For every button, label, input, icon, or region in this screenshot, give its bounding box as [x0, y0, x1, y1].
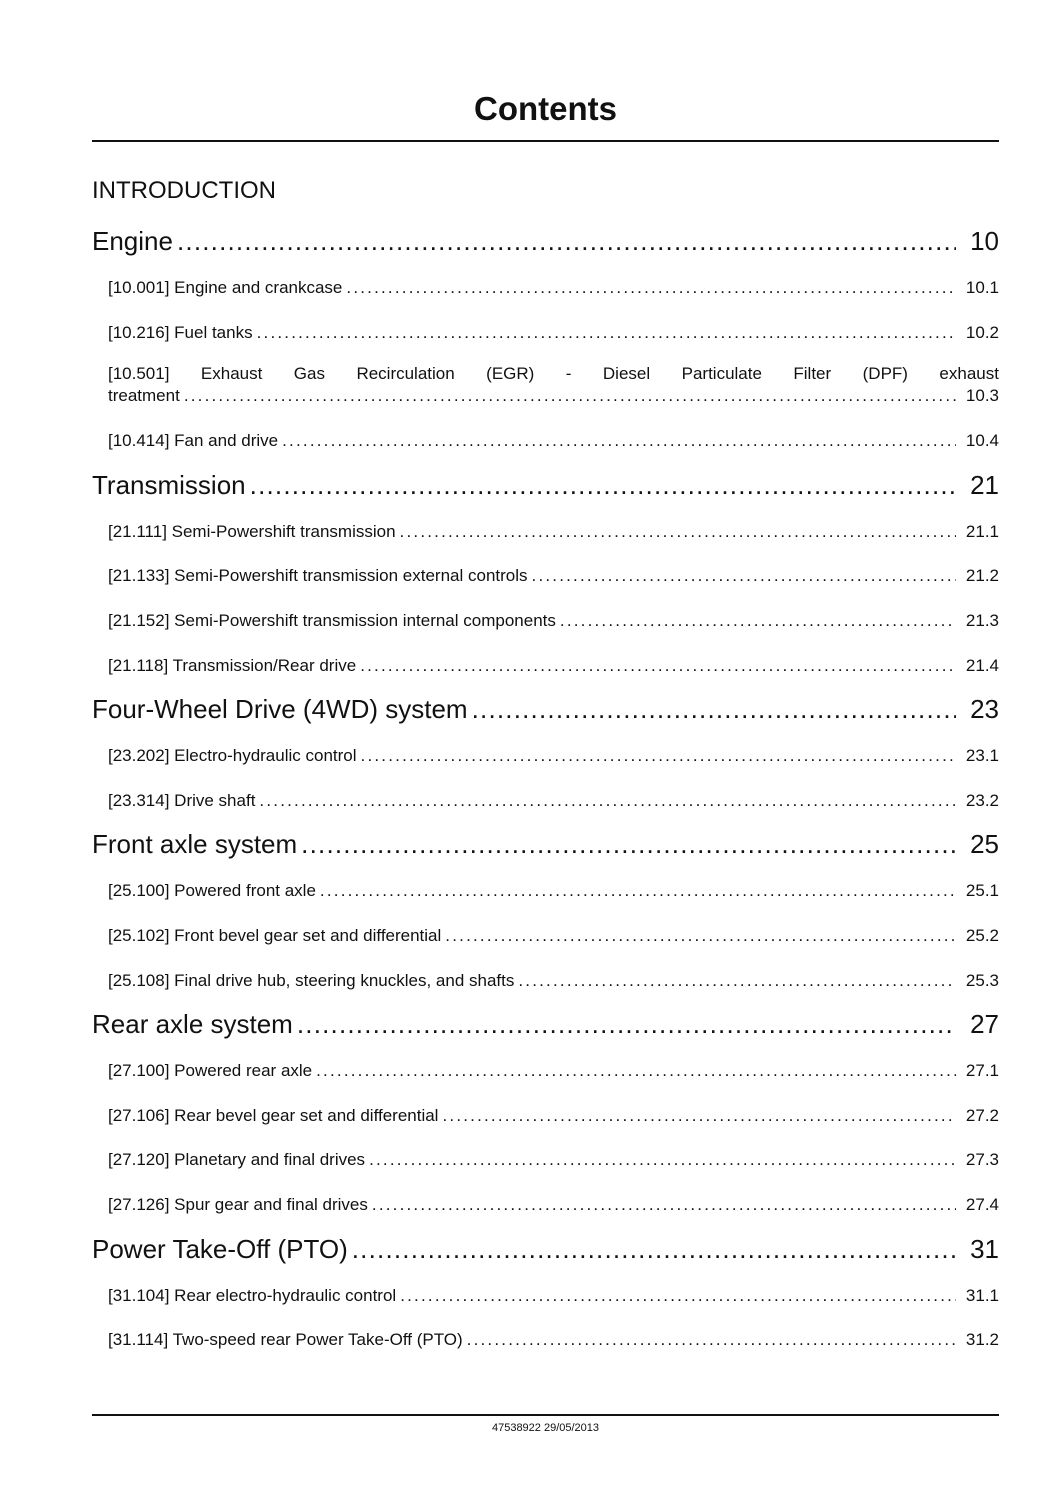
- toc-entry-page: 21.3: [965, 610, 999, 630]
- toc-entry-title: [25.100] Powered front axle: [108, 881, 316, 901]
- toc-entry-title: [21.111] Semi-Powershift transmission: [108, 521, 396, 541]
- toc-entry[interactable]: [92, 266, 999, 311]
- dot-leader: [445, 925, 956, 947]
- toc-entry[interactable]: [92, 914, 999, 959]
- toc-entry[interactable]: [92, 869, 999, 914]
- toc-section[interactable]: [92, 1228, 999, 1274]
- toc-entry-page: 10.3: [965, 386, 999, 406]
- dot-leader: [472, 694, 956, 724]
- toc-entry-word: -: [565, 364, 572, 384]
- toc-section-page: 10: [970, 226, 999, 256]
- dot-leader: [184, 385, 956, 407]
- toc-entry-word: (DPF): [862, 364, 908, 384]
- toc-entry-page: 23.2: [965, 790, 999, 810]
- toc-section-title: Rear axle system: [92, 1009, 293, 1040]
- dot-leader: [177, 226, 956, 256]
- toc-entry-page: 10.1: [965, 278, 999, 297]
- toc-entry-page: 25.3: [965, 970, 999, 990]
- toc-entry-word: Particulate: [681, 364, 762, 384]
- toc-entry-title: [25.108] Final drive hub, steering knuckles, and shafts: [108, 970, 515, 990]
- toc-entry-page: 25.1: [965, 881, 999, 901]
- toc-entry[interactable]: [92, 355, 999, 419]
- dot-leader: [442, 1105, 955, 1127]
- toc-entry-title: [27.106] Rear bevel gear set and differential: [108, 1105, 439, 1125]
- toc-entry-page: 10.4: [965, 431, 999, 451]
- toc-entry[interactable]: [92, 959, 999, 1004]
- toc-section[interactable]: [92, 1003, 999, 1049]
- dot-leader: [346, 277, 956, 299]
- dot-leader: [372, 1194, 956, 1216]
- toc-section[interactable]: [92, 464, 999, 510]
- dot-leader: [467, 1329, 956, 1351]
- toc-section-page: 31: [970, 1233, 999, 1264]
- toc-entry-title: [10.216] Fuel tanks: [108, 322, 253, 342]
- toc-entry-word: Gas: [293, 364, 325, 384]
- toc-entry[interactable]: [92, 1094, 999, 1139]
- toc-entry-page: 21.4: [965, 655, 999, 675]
- toc-entry[interactable]: [92, 419, 999, 464]
- toc-entry-title: [27.120] Planetary and final drives: [108, 1150, 366, 1170]
- toc-entry[interactable]: [92, 1274, 999, 1319]
- toc-entry-word: Filter: [793, 364, 832, 384]
- toc-entry-title: [31.114] Two-speed rear Power Take-Off (PTO): [108, 1330, 463, 1350]
- table-of-contents: [92, 220, 999, 1363]
- toc-entry-title: [21.118] Transmission/Rear drive: [108, 655, 357, 675]
- toc-entry-page: 27.1: [965, 1061, 999, 1081]
- dot-leader: [360, 655, 956, 677]
- page-footer: 47538922 29/05/2013: [491, 1422, 600, 1434]
- dot-leader: [257, 322, 956, 344]
- toc-entry[interactable]: [92, 554, 999, 599]
- toc-section[interactable]: [92, 220, 999, 266]
- dot-leader: [250, 470, 956, 500]
- toc-entry-page: 27.2: [965, 1105, 999, 1125]
- toc-entry-title-continued: treatment: [108, 386, 180, 406]
- toc-entry[interactable]: [92, 1318, 999, 1363]
- toc-entry-title: [10.414] Fan and drive: [108, 431, 279, 451]
- toc-entry-page: 27.4: [965, 1194, 999, 1214]
- toc-section-title: Power Take-Off (PTO): [92, 1233, 348, 1264]
- toc-entry-title: [27.126] Spur gear and final drives: [108, 1194, 368, 1214]
- introduction-heading: INTRODUCTION: [92, 177, 276, 204]
- toc-entry[interactable]: [92, 734, 999, 779]
- dot-leader: [532, 565, 956, 587]
- dot-leader: [352, 1234, 956, 1264]
- title-divider: [92, 140, 999, 142]
- toc-entry[interactable]: [92, 1138, 999, 1183]
- toc-section-page: 25: [970, 829, 999, 860]
- toc-entry-page: 23.1: [965, 746, 999, 766]
- toc-entry-title: [21.152] Semi-Powershift transmission internal components: [108, 610, 556, 630]
- toc-section-page: 27: [970, 1009, 999, 1040]
- toc-entry-word: [10.501]: [108, 364, 170, 384]
- toc-entry-title: [10.001] Engine and crankcase: [108, 278, 343, 297]
- dot-leader: [282, 430, 956, 452]
- toc-entry-word: Recirculation: [356, 364, 455, 384]
- toc-entry-title: [25.102] Front bevel gear set and differential: [108, 925, 442, 945]
- dot-leader: [301, 829, 956, 859]
- toc-entry[interactable]: [92, 779, 999, 824]
- toc-entry-word: exhaust: [939, 364, 999, 384]
- toc-section[interactable]: [92, 823, 999, 869]
- toc-entry-page: 31.1: [965, 1285, 999, 1305]
- toc-entry[interactable]: [92, 644, 999, 689]
- toc-entry-word: Diesel: [602, 364, 651, 384]
- toc-entry-title-line: [108, 363, 999, 385]
- toc-section-page: 23: [970, 694, 999, 725]
- toc-entry-page: 25.2: [965, 925, 999, 945]
- dot-leader: [518, 970, 956, 992]
- toc-section-title: Transmission: [92, 469, 246, 500]
- dot-leader: [316, 1060, 956, 1082]
- toc-entry-word: (EGR): [486, 364, 535, 384]
- toc-entry[interactable]: [92, 1049, 999, 1094]
- toc-entry[interactable]: [92, 311, 999, 356]
- toc-section-title: Four-Wheel Drive (4WD) system: [92, 694, 468, 725]
- toc-entry-title: [27.100] Powered rear axle: [108, 1061, 313, 1081]
- dot-leader: [297, 1009, 956, 1039]
- toc-entry-title: [23.314] Drive shaft: [108, 790, 256, 810]
- toc-entry[interactable]: [92, 599, 999, 644]
- toc-entry-title: [23.202] Electro-hydraulic control: [108, 746, 357, 766]
- toc-entry-page: 10.2: [965, 322, 999, 342]
- page-title: Contents: [474, 90, 617, 127]
- dot-leader: [400, 1285, 956, 1307]
- dot-leader: [560, 610, 956, 632]
- dot-leader: [320, 880, 956, 902]
- toc-entry-page: 21.2: [965, 566, 999, 586]
- toc-entry-title: [31.104] Rear electro-hydraulic control: [108, 1285, 397, 1305]
- contents-page: [92, 0, 999, 1497]
- footer-divider: [92, 1414, 999, 1416]
- toc-entry-title: [21.133] Semi-Powershift transmission external controls: [108, 566, 528, 586]
- toc-section-title: Front axle system: [92, 829, 298, 860]
- toc-section-page: 21: [970, 469, 999, 500]
- dot-leader: [369, 1149, 956, 1171]
- toc-section-title: Engine: [92, 226, 173, 256]
- toc-entry[interactable]: [92, 510, 999, 555]
- toc-entry-page: 21.1: [965, 521, 999, 541]
- toc-entry-word: Exhaust: [200, 364, 263, 384]
- toc-entry-page: 27.3: [965, 1150, 999, 1170]
- toc-section[interactable]: [92, 688, 999, 734]
- toc-entry[interactable]: [92, 1183, 999, 1228]
- dot-leader: [259, 790, 955, 812]
- dot-leader: [400, 521, 956, 543]
- toc-entry-page: 31.2: [965, 1330, 999, 1350]
- dot-leader: [361, 745, 956, 767]
